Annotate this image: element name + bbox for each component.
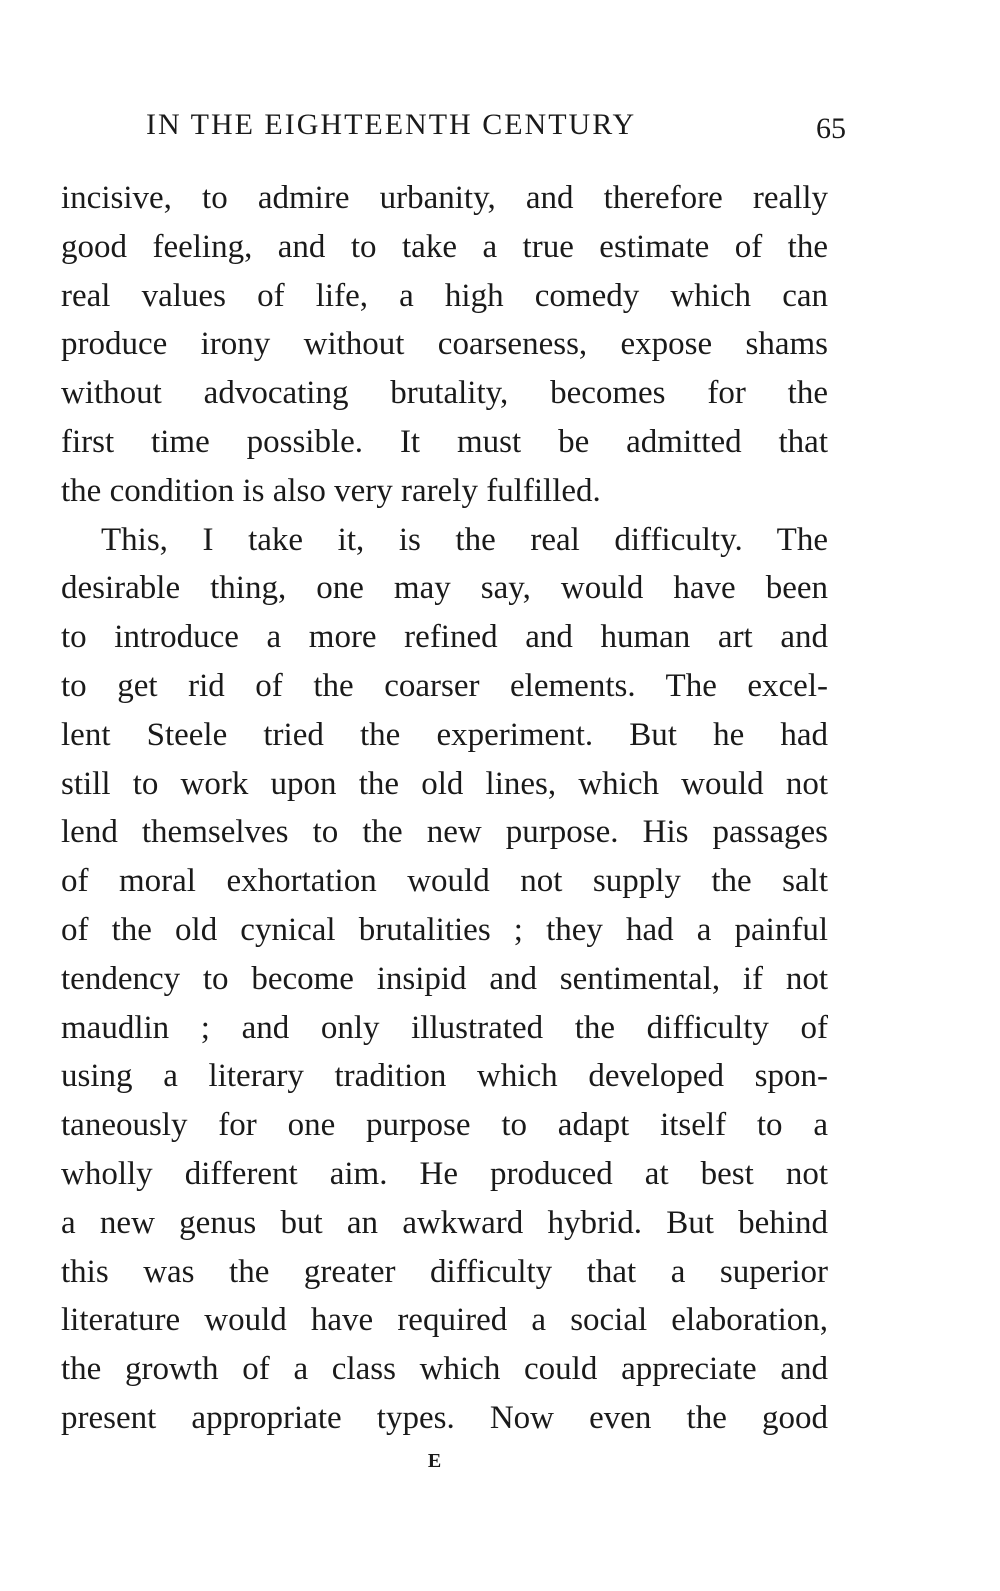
text-line: lent Steele tried the experiment. But he had [61,716,828,753]
text-line: still to work upon the old lines, which would not [61,765,828,802]
paragraph-end-line: the condition is also very rarely fulfilled. [61,472,601,509]
text-line: tendency to become insipid and sentimental, if not [61,960,828,997]
text-line: produce irony without coarseness, expose shams [61,326,828,363]
text-line: taneously for one purpose to adapt itself to a [61,1107,828,1144]
text-line: maudlin ; and only illustrated the difficulty of [61,1009,828,1046]
body-text [61,174,828,1443]
text-line: desirable thing, one may say, would have been [61,570,828,607]
text-line: this was the greater difficulty that a superior [61,1253,828,1290]
paragraph-start-line: This, I take it, is the real difficulty. The [101,521,828,558]
text-line: present appropriate types. Now even the good [61,1399,828,1436]
text-line: to get rid of the coarser elements. The excel- [61,667,828,704]
running-title: IN THE EIGHTEENTH CENTURY [146,108,637,141]
text-line: literature would have required a social elaboration, [61,1302,828,1339]
text-line: using a literary tradition which developed spon- [61,1058,828,1095]
text-line: real values of life, a high comedy which can [61,277,828,314]
running-head [146,108,846,148]
text-line: wholly different aim. He produced at best not [61,1155,828,1192]
text-line: the growth of a class which could appreciate and [61,1351,828,1388]
text-line: of moral exhortation would not supply the salt [61,863,828,900]
text-line: to introduce a more refined and human art and [61,619,828,656]
text-line: good feeling, and to take a true estimate of the [61,228,828,265]
text-line: a new genus but an awkward hybrid. But behind [61,1204,828,1241]
text-line: incisive, to admire urbanity, and therefore really [61,180,828,216]
page-number: 65 [816,112,846,145]
text-line: without advocating brutality, becomes for the [61,375,828,412]
text-line: of the old cynical brutalities ; they had a painful [61,911,828,948]
signature-mark: E [427,1450,443,1472]
text-line: lend themselves to the new purpose. His passages [61,814,828,851]
text-line: first time possible. It must be admitted that [61,423,828,460]
